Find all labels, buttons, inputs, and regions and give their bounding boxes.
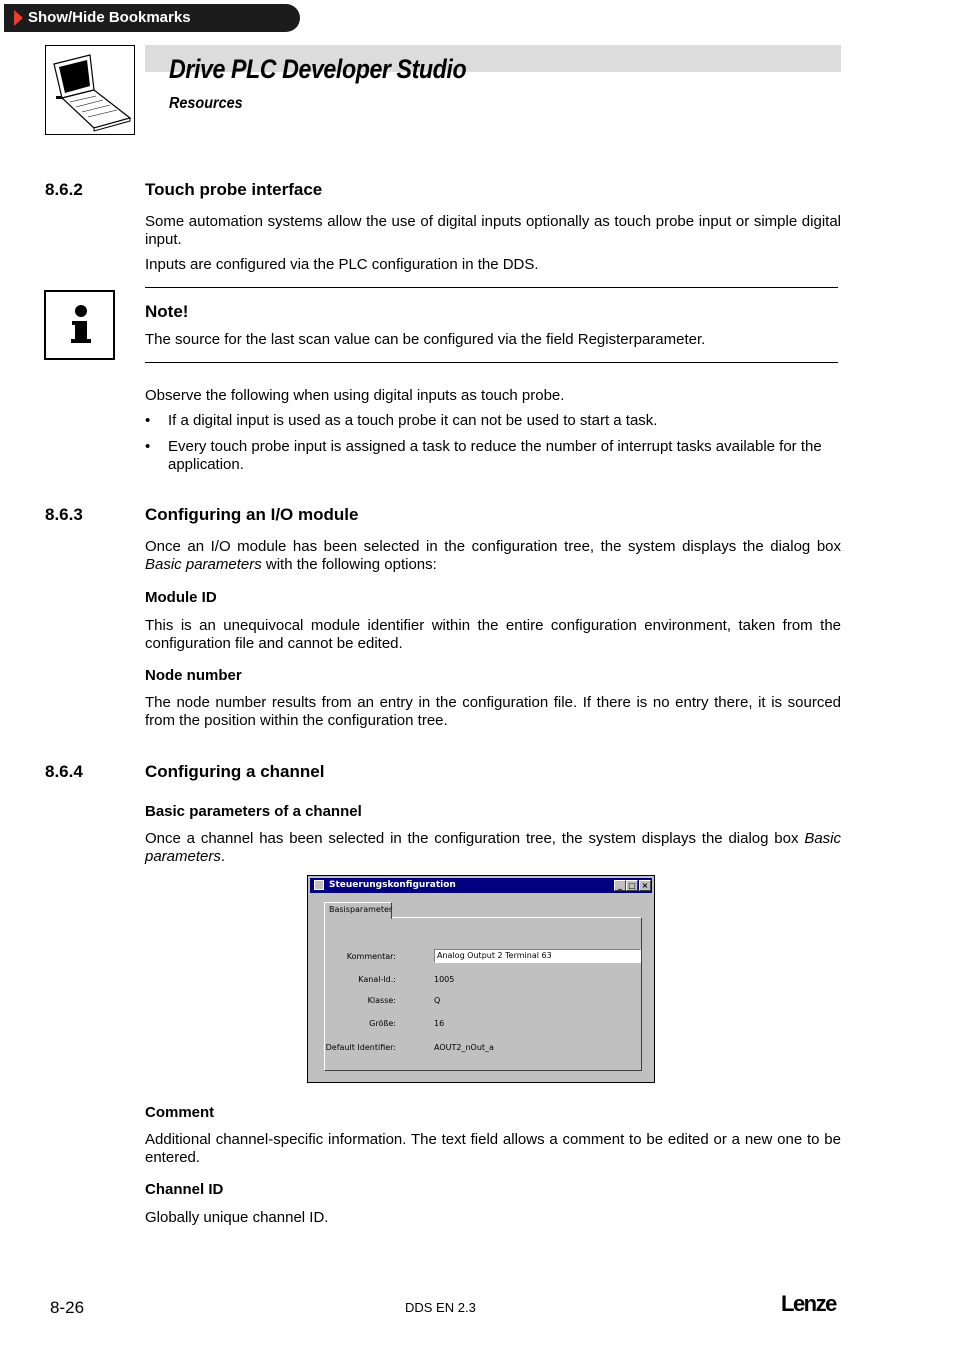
- tab-basisparameter[interactable]: Basisparameter: [324, 902, 392, 919]
- window-icon: [314, 880, 324, 890]
- comment-heading: Comment: [145, 1104, 215, 1121]
- tab-panel: [324, 917, 642, 1071]
- minimize-button[interactable]: _: [614, 880, 626, 891]
- document-title: Drive PLC Developer Studio: [169, 54, 467, 84]
- document-subtitle: Resources: [169, 95, 243, 112]
- bookmarks-label: Show/Hide Bookmarks: [28, 9, 191, 26]
- section-title-io-module: Configuring an I/O module: [145, 505, 359, 524]
- section-number-8-6-2: 8.6.2: [45, 180, 83, 199]
- touch-probe-config-text: Inputs are configured via the PLC configuration in the DDS.: [145, 256, 539, 273]
- comment-label: Kommentar:: [346, 952, 396, 961]
- channel-id-heading: Channel ID: [145, 1181, 224, 1198]
- module-id-text: This is an unequivocal module identifier within the entire configuration environment, taken from the configuration file and cannot be edited.: [145, 617, 841, 652]
- note-bottom-rule: [145, 362, 838, 363]
- section-number-8-6-4: 8.6.4: [45, 762, 83, 781]
- touch-probe-intro: Some automation systems allow the use of digital inputs optionally as touch probe input or simple digital input.: [145, 213, 841, 248]
- size-label: Größe:: [369, 1019, 396, 1028]
- info-icon: [44, 290, 115, 360]
- module-id-heading: Module ID: [145, 589, 217, 606]
- bullet-icon: •: [145, 412, 151, 429]
- page-number: 8-26: [50, 1298, 85, 1317]
- configuration-dialog: [307, 875, 655, 1083]
- close-button[interactable]: ×: [639, 880, 651, 891]
- dialog-title: Steuerungskonfiguration: [329, 880, 456, 890]
- observe-text: Observe the following when using digital inputs as touch probe.: [145, 387, 565, 404]
- bullet-item: Every touch probe input is assigned a task to reduce the number of interrupt tasks available for the application.: [168, 438, 822, 473]
- bullet-item: If a digital input is used as a touch probe it can not be used to start a task.: [168, 412, 658, 429]
- dialog-titlebar: [310, 878, 652, 893]
- section-title-channel: Configuring a channel: [145, 762, 325, 781]
- show-hide-bookmarks-button[interactable]: [4, 4, 300, 32]
- laptop-icon: [45, 45, 135, 135]
- size-value: 16: [434, 1019, 445, 1028]
- triangle-right-icon: [14, 10, 23, 26]
- io-module-intro: Once an I/O module has been selected in the configuration tree, the system displays the dialog box Basic parameters with the following options:: [145, 538, 841, 573]
- lenze-logo: Lenze: [781, 1291, 836, 1316]
- note-title: Note!: [145, 302, 189, 321]
- channel-intro: Once a channel has been selected in the configuration tree, the system displays the dialog box Basic parameters.: [145, 830, 841, 865]
- channel-id-value: 1005: [434, 975, 455, 984]
- bullet-icon: •: [145, 438, 151, 455]
- class-label: Klasse:: [367, 996, 396, 1005]
- default-identifier-value: AOUT2_nOut_a: [434, 1043, 494, 1052]
- note-top-rule: [145, 287, 838, 288]
- basic-parameters-heading: Basic parameters of a channel: [145, 803, 362, 820]
- channel-id-text: Globally unique channel ID.: [145, 1209, 329, 1226]
- section-title-touch-probe: Touch probe interface: [145, 180, 323, 199]
- comment-text: Additional channel-specific information. The text field allows a comment to be edited or a new one to be entered.: [145, 1131, 841, 1166]
- node-number-heading: Node number: [145, 667, 242, 684]
- class-value: Q: [434, 996, 441, 1005]
- default-identifier-label: Default Identifier:: [325, 1043, 396, 1052]
- maximize-button[interactable]: □: [626, 880, 638, 891]
- section-number-8-6-3: 8.6.3: [45, 505, 83, 524]
- document-code: DDS EN 2.3: [405, 1300, 476, 1315]
- comment-input[interactable]: Analog Output 2 Terminal 63: [434, 949, 641, 963]
- channel-id-label: Kanal-Id.:: [358, 975, 396, 984]
- note-text: The source for the last scan value can be configured via the field Registerparameter.: [145, 331, 706, 348]
- node-number-text: The node number results from an entry in the configuration file. If there is no entry there, it is sourced from the position within the configuration tree.: [145, 694, 841, 729]
